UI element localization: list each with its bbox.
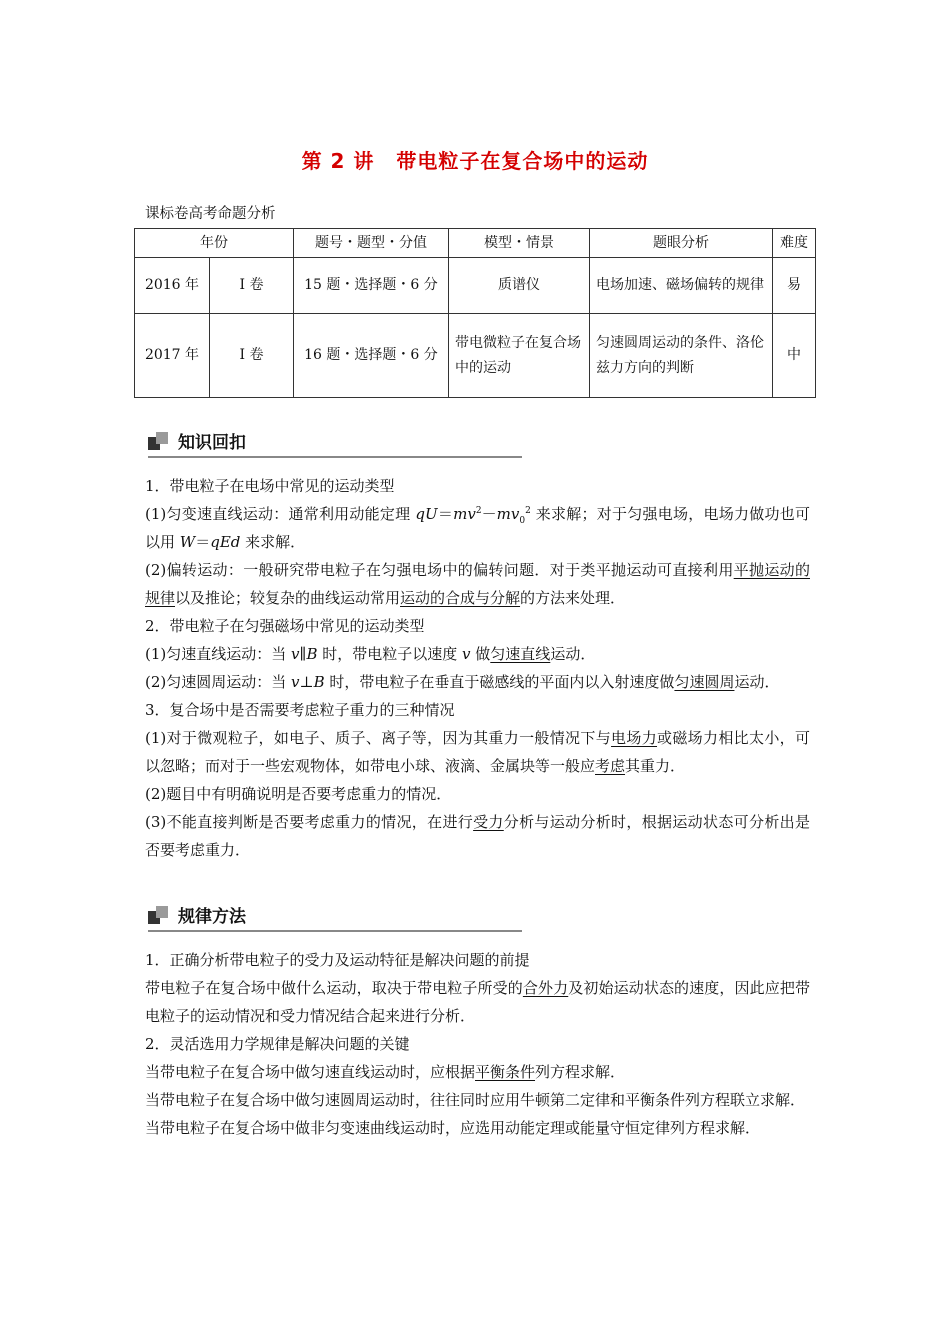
paragraph: (1)匀变速直线运动：通常利用动能定理 $qU=mv^2-mv_0^2$ 来求解；对于匀强电场，电场力做功也可以用 W＝qEd 来求解． xyxy=(145,505,810,551)
cell-paper: Ⅰ 卷 xyxy=(210,314,294,398)
table-header-row xyxy=(135,229,816,258)
section-square-icon xyxy=(148,432,168,450)
paragraph: 当带电粒子在复合场中做非匀变速曲线运动时，应选用动能定理或能量守恒定律列方程求解． xyxy=(145,1119,761,1137)
cell-difficulty: 易 xyxy=(772,258,815,314)
section-heading-label: 知识回扣 xyxy=(178,433,246,453)
paragraph: (2)题目中有明确说明是否要考虑重力的情况． xyxy=(145,785,452,803)
table-row xyxy=(135,314,816,398)
page-title xyxy=(0,145,950,174)
cell-paper: Ⅰ 卷 xyxy=(210,258,294,314)
paragraph: (2)偏转运动：一般研究带电粒子在匀强电场中的偏转问题．对于类平抛运动可直接利用平抛运动的规律以及推论；较复杂的曲线运动常用运动的合成与分解的方法来处理． xyxy=(145,561,810,607)
section-heading-knowledge xyxy=(148,426,522,458)
cell-year: 2016 年 xyxy=(135,258,210,314)
cell-model: 带电微粒子在复合场中的运动 xyxy=(448,314,589,398)
point-heading: 1．带电粒子在电场中常见的运动类型 xyxy=(145,477,395,495)
cell-question: 15 题・选择题・6 分 xyxy=(293,258,448,314)
header-question: 题号・题型・分值 xyxy=(293,229,448,258)
header-analysis: 题眼分析 xyxy=(589,229,772,258)
table-caption: 课标卷高考命题分析 xyxy=(145,206,276,222)
point-heading: 2．灵活选用力学规律是解决问题的关键 xyxy=(145,1035,410,1053)
methods-body xyxy=(145,946,810,1142)
knowledge-body xyxy=(145,472,810,864)
header-model: 模型・情景 xyxy=(448,229,589,258)
cell-model: 质谱仪 xyxy=(448,258,589,314)
cell-question: 16 题・选择题・6 分 xyxy=(293,314,448,398)
cell-analysis: 电场加速、磁场偏转的规律 xyxy=(589,258,772,314)
paragraph: 带电粒子在复合场中做什么运动，取决于带电粒子所受的合外力及初始运动状态的速度，因此应把带电粒子的运动情况和受力情况结合起来进行分析． xyxy=(145,979,810,1025)
point-heading: 3．复合场中是否需要考虑粒子重力的三种情况 xyxy=(145,701,455,719)
lecture-title: 带电粒子在复合场中的运动 xyxy=(396,149,649,173)
paragraph: (1)对于微观粒子，如电子、质子、离子等，因为其重力一般情况下与电场力或磁场力相比太小，可以忽略；而对于一些宏观物体，如带电小球、液滴、金属块等一般应考虑其重力． xyxy=(145,729,810,775)
header-year: 年份 xyxy=(135,229,294,258)
cell-year: 2017 年 xyxy=(135,314,210,398)
paragraph: (2)匀速圆周运动：当 v⊥B 时，带电粒子在垂直于磁感线的平面内以入射速度做匀速圆周运动． xyxy=(145,673,780,691)
section-heading-label: 规律方法 xyxy=(178,907,246,927)
cell-analysis: 匀速圆周运动的条件、洛伦兹力方向的判断 xyxy=(589,314,772,398)
point-heading: 2．带电粒子在匀强磁场中常见的运动类型 xyxy=(145,617,425,635)
section-heading-methods xyxy=(148,900,522,932)
table-row xyxy=(135,258,816,314)
paragraph: (3)不能直接判断是否要考虑重力的情况，在进行受力分析与运动分析时，根据运动状态可分析出是否要考虑重力． xyxy=(145,813,810,859)
section-square-icon xyxy=(148,906,168,924)
paragraph: 当带电粒子在复合场中做匀速直线运动时，应根据平衡条件列方程求解． xyxy=(145,1063,626,1081)
paragraph: (1)匀速直线运动：当 v∥B 时，带电粒子以速度 v 做匀速直线运动． xyxy=(145,645,596,663)
header-difficulty: 难度 xyxy=(772,229,815,258)
cell-difficulty: 中 xyxy=(772,314,815,398)
paragraph: 当带电粒子在复合场中做匀速圆周运动时，往往同时应用牛顿第二定律和平衡条件列方程联立求解． xyxy=(145,1091,806,1109)
point-heading: 1．正确分析带电粒子的受力及运动特征是解决问题的前提 xyxy=(145,951,530,969)
exam-analysis-table xyxy=(134,228,816,398)
lecture-number: 第 2 讲 xyxy=(301,149,375,173)
